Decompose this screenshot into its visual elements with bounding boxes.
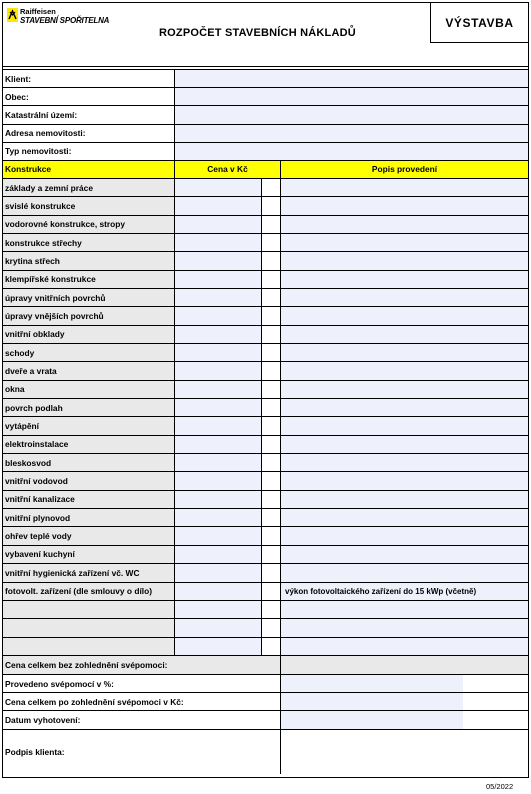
table-row — [3, 197, 528, 215]
totals-row — [3, 711, 528, 729]
description-input[interactable] — [281, 271, 528, 288]
form-header — [3, 3, 528, 67]
price-spacer-cell — [261, 527, 281, 544]
description-input[interactable] — [281, 601, 528, 618]
construction-item-label: konstrukce střechy — [3, 234, 175, 251]
description-input[interactable]: výkon fotovoltaického zařízení do 15 kWp (včetně) — [281, 583, 528, 600]
description-input[interactable] — [281, 326, 528, 343]
totals-input[interactable] — [281, 693, 463, 710]
table-header-row — [3, 161, 528, 179]
totals-input[interactable] — [281, 656, 528, 674]
table-row — [3, 454, 528, 472]
construction-item-label: elektroinstalace — [3, 436, 175, 453]
price-spacer-cell — [261, 491, 281, 508]
logo-brand-name: Raiffeisen — [20, 7, 56, 16]
construction-item-label: vnitřní vodovod — [3, 472, 175, 489]
totals-spacer-cell — [463, 693, 528, 710]
totals-row — [3, 656, 528, 675]
price-spacer-cell — [261, 546, 281, 563]
construction-item-label: vnitřní obklady — [3, 326, 175, 343]
form-rows — [3, 66, 528, 774]
info-field-input[interactable] — [175, 70, 528, 87]
construction-item-label: úpravy vnitřních povrchů — [3, 289, 175, 306]
description-input[interactable] — [281, 179, 528, 196]
table-row — [3, 564, 528, 582]
table-row — [3, 271, 528, 289]
table-row — [3, 216, 528, 234]
price-spacer-cell — [261, 436, 281, 453]
price-input[interactable] — [175, 234, 261, 251]
column-header-price: Cena v Kč — [175, 161, 281, 178]
price-input[interactable] — [175, 216, 261, 233]
price-input[interactable] — [175, 491, 261, 508]
description-input[interactable] — [281, 454, 528, 471]
table-row — [3, 583, 528, 601]
info-field-input[interactable] — [175, 143, 528, 160]
price-spacer-cell — [261, 252, 281, 269]
price-spacer-cell — [261, 197, 281, 214]
price-input[interactable] — [175, 601, 261, 618]
construction-item-label: povrch podlah — [3, 399, 175, 416]
document-title: ROZPOČET STAVEBNÍCH NÁKLADŮ — [159, 27, 356, 39]
price-input[interactable] — [175, 179, 261, 196]
price-input[interactable] — [175, 472, 261, 489]
price-spacer-cell — [261, 417, 281, 434]
price-spacer-cell — [261, 564, 281, 581]
table-row — [3, 326, 528, 344]
totals-row — [3, 693, 528, 711]
table-row — [3, 399, 528, 417]
signature-label: Podpis klienta: — [3, 730, 281, 774]
info-row — [3, 143, 528, 161]
price-spacer-cell — [261, 362, 281, 379]
info-field-input[interactable] — [175, 125, 528, 142]
table-row — [3, 509, 528, 527]
construction-item-label: vybavení kuchyní — [3, 546, 175, 563]
table-row — [3, 289, 528, 307]
price-spacer-cell — [261, 472, 281, 489]
table-row — [3, 362, 528, 380]
totals-input[interactable] — [281, 711, 463, 728]
column-header-construction: Konstrukce — [3, 161, 175, 178]
price-spacer-cell — [261, 454, 281, 471]
description-input[interactable] — [281, 472, 528, 489]
price-spacer-cell — [261, 216, 281, 233]
price-input[interactable] — [175, 564, 261, 581]
construction-item-label: vytápění — [3, 417, 175, 434]
description-input[interactable] — [281, 362, 528, 379]
info-row — [3, 106, 528, 124]
construction-item-label: svislé konstrukce — [3, 197, 175, 214]
description-input[interactable] — [281, 546, 528, 563]
table-row — [3, 179, 528, 197]
price-spacer-cell — [261, 234, 281, 251]
budget-form — [2, 2, 529, 778]
price-input[interactable] — [175, 436, 261, 453]
table-row — [3, 252, 528, 270]
info-row — [3, 70, 528, 88]
description-input[interactable] — [281, 216, 528, 233]
description-input[interactable] — [281, 252, 528, 269]
description-input[interactable] — [281, 638, 528, 655]
price-input[interactable] — [175, 271, 261, 288]
price-input[interactable] — [175, 417, 261, 434]
table-row — [3, 491, 528, 509]
construction-item-label: základy a zemní práce — [3, 179, 175, 196]
raiffeisen-logo — [7, 7, 147, 29]
description-input[interactable] — [281, 417, 528, 434]
description-input[interactable] — [281, 619, 528, 636]
description-input[interactable] — [281, 436, 528, 453]
price-input[interactable] — [175, 381, 261, 398]
description-input[interactable] — [281, 399, 528, 416]
table-row — [3, 546, 528, 564]
description-input[interactable] — [281, 381, 528, 398]
construction-item-label: schody — [3, 344, 175, 361]
price-spacer-cell — [261, 619, 281, 636]
price-input[interactable] — [175, 197, 261, 214]
price-input[interactable] — [175, 289, 261, 306]
price-spacer-cell — [261, 381, 281, 398]
price-spacer-cell — [261, 509, 281, 526]
signature-row — [3, 730, 528, 774]
totals-spacer-cell — [463, 711, 528, 728]
description-input[interactable] — [281, 527, 528, 544]
price-input[interactable] — [175, 546, 261, 563]
totals-label: Provedeno svépomocí v %: — [3, 675, 281, 692]
price-input[interactable] — [175, 454, 261, 471]
construction-item-label: ohřev teplé vody — [3, 527, 175, 544]
price-input[interactable] — [175, 527, 261, 544]
construction-item-label: vnitřní plynovod — [3, 509, 175, 526]
construction-item-label: fotovolt. zařízení (dle smlouvy o dílo) — [3, 583, 175, 600]
table-row — [3, 307, 528, 325]
section-tag: VÝSTAVBA — [445, 15, 514, 30]
price-spacer-cell — [261, 307, 281, 324]
price-spacer-cell — [261, 289, 281, 306]
table-row — [3, 344, 528, 362]
totals-input[interactable] — [281, 675, 463, 692]
price-spacer-cell — [261, 583, 281, 600]
construction-item-label: úpravy vnějších povrchů — [3, 307, 175, 324]
signature-field[interactable] — [281, 730, 528, 774]
info-field-input[interactable] — [175, 106, 528, 123]
price-input[interactable] — [175, 509, 261, 526]
totals-row — [3, 675, 528, 693]
table-row — [3, 436, 528, 454]
price-input[interactable] — [175, 344, 261, 361]
price-input[interactable] — [175, 252, 261, 269]
description-input[interactable] — [281, 491, 528, 508]
logo-brand-subtitle: STAVEBNÍ SPOŘITELNA — [20, 16, 110, 25]
price-input[interactable] — [175, 619, 261, 636]
description-input[interactable] — [281, 197, 528, 214]
raiffeisen-gable-icon — [7, 8, 18, 22]
price-input[interactable] — [175, 638, 261, 655]
description-input[interactable] — [281, 289, 528, 306]
construction-item-label — [3, 601, 175, 618]
construction-item-label: krytina střech — [3, 252, 175, 269]
construction-item-label: vodorovné konstrukce, stropy — [3, 216, 175, 233]
price-spacer-cell — [261, 638, 281, 655]
table-row — [3, 381, 528, 399]
info-field-label: Typ nemovitosti: — [3, 143, 175, 160]
form-version-code: 05/2022 — [486, 782, 514, 791]
construction-item-label: bleskosvod — [3, 454, 175, 471]
price-spacer-cell — [261, 326, 281, 343]
info-field-label: Klient: — [3, 70, 175, 87]
section-tag-box — [430, 3, 528, 43]
table-row — [3, 417, 528, 435]
totals-label: Cena celkem bez zohlednění svépomoci: — [3, 656, 281, 674]
price-spacer-cell — [261, 179, 281, 196]
info-field-label: Adresa nemovitosti: — [3, 125, 175, 142]
info-field-input[interactable] — [175, 88, 528, 105]
info-row — [3, 125, 528, 143]
info-field-label: Obec: — [3, 88, 175, 105]
info-row — [3, 88, 528, 106]
construction-item-label — [3, 638, 175, 655]
description-input[interactable] — [281, 509, 528, 526]
description-input[interactable] — [281, 564, 528, 581]
price-spacer-cell — [261, 344, 281, 361]
info-field-label: Katastrální území: — [3, 106, 175, 123]
table-row — [3, 638, 528, 656]
construction-item-label: vnitřní hygienická zařízení vč. WC — [3, 564, 175, 581]
table-row — [3, 234, 528, 252]
totals-label: Cena celkem po zohlednění svépomoci v Kč: — [3, 693, 281, 710]
description-input[interactable] — [281, 344, 528, 361]
price-input[interactable] — [175, 362, 261, 379]
totals-label: Datum vyhotovení: — [3, 711, 281, 728]
price-spacer-cell — [261, 601, 281, 618]
construction-item-label: dveře a vrata — [3, 362, 175, 379]
description-input[interactable] — [281, 307, 528, 324]
price-input[interactable] — [175, 307, 261, 324]
price-input[interactable] — [175, 399, 261, 416]
totals-spacer-cell — [463, 675, 528, 692]
price-spacer-cell — [261, 271, 281, 288]
column-header-description: Popis provedení — [281, 161, 528, 178]
price-input[interactable] — [175, 326, 261, 343]
table-row — [3, 619, 528, 637]
construction-item-label: okna — [3, 381, 175, 398]
table-row — [3, 601, 528, 619]
construction-item-label — [3, 619, 175, 636]
price-input[interactable] — [175, 583, 261, 600]
table-row — [3, 527, 528, 545]
price-spacer-cell — [261, 399, 281, 416]
construction-item-label: vnitřní kanalizace — [3, 491, 175, 508]
construction-item-label: klempířské konstrukce — [3, 271, 175, 288]
table-row — [3, 472, 528, 490]
description-input[interactable] — [281, 234, 528, 251]
